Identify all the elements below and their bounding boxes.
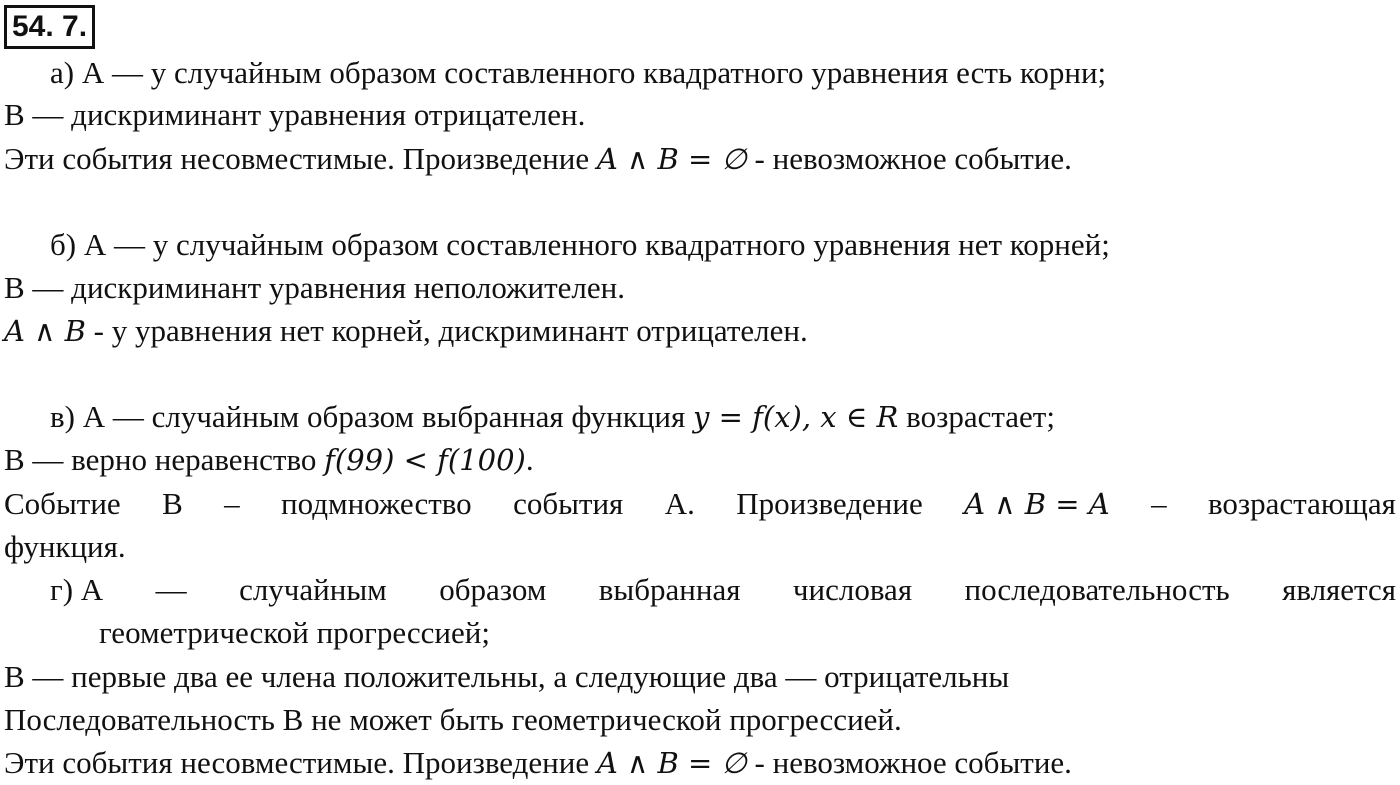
part-g-word: является [1282, 572, 1396, 607]
part-g-line4: Последовательность В не может быть геометрической прогрессией. [4, 702, 902, 737]
part-g-word: случайным [239, 572, 387, 607]
part-v-line1-text: в) А — случайным образом выбранная функция [50, 399, 694, 434]
part-v-inequality-formula: f(99) < f(100) [324, 443, 526, 477]
part-g-word: — [155, 572, 187, 607]
part-a-line1: а) А — у случайным образом составленного квадратного уравнения есть корни; [50, 55, 1107, 90]
part-g-line3: В — первые два ее члена положительны, а следующие два — отрицательны [4, 659, 1010, 694]
part-v-line2 [4, 440, 534, 480]
part-a-formula: A ∧ B = ∅ [596, 142, 747, 176]
part-v-word: – [1151, 486, 1167, 521]
part-g-line1 [50, 570, 1396, 610]
problem-number: 54. 7. [4, 5, 95, 49]
part-v-line4: функция. [4, 529, 126, 564]
part-b-line2: В — дискриминант уравнения неположителен. [4, 270, 625, 305]
part-b-line3 [4, 311, 808, 351]
part-v-word: Событие [4, 486, 121, 521]
part-g-line5-tail: - невозможное событие. [746, 745, 1072, 780]
part-v-word: Произведение [736, 486, 923, 521]
part-v-product-formula: A ∧ B = A [964, 487, 1110, 521]
part-b-line1: б) А — у случайным образом составленного квадратного уравнения нет корней; [50, 227, 1110, 262]
part-v-line2-text: В — верно неравенство [4, 442, 325, 477]
part-a-line3 [4, 139, 1072, 179]
part-g-word: г) А [50, 572, 104, 607]
part-b-formula: A ∧ B [4, 314, 86, 348]
part-g-formula: A ∧ B = ∅ [596, 746, 747, 780]
part-g-line2: геометрической прогрессией; [99, 615, 490, 650]
part-g-line5-text: Эти события несовместимые. Произведение [4, 745, 597, 780]
part-v-word: – [224, 486, 240, 521]
part-v-word: В [162, 486, 183, 521]
part-v-line1-tail: возрастает; [898, 399, 1055, 434]
part-b-line3-text: - у уравнения нет корней, дискриминант отрицателен. [85, 313, 808, 348]
part-g-word: образом [439, 572, 547, 607]
part-v-function-formula: y = f(x), x ∈ R [693, 400, 899, 434]
part-g-word: выбранная [598, 572, 741, 607]
part-v-word: возрастающая [1207, 486, 1396, 521]
part-v-word: события [513, 486, 624, 521]
part-a-line2: В — дискриминант уравнения отрицателен. [4, 97, 586, 132]
part-v-line2-tail: . [525, 442, 534, 477]
part-v-word: А. [664, 486, 695, 521]
part-v-line1 [50, 397, 1055, 437]
part-g-word: последовательность [964, 572, 1230, 607]
part-a-line3-tail: - невозможное событие. [746, 141, 1072, 176]
part-v-word: подмножество [281, 486, 472, 521]
part-a-line3-text: Эти события несовместимые. Произведение [4, 141, 597, 176]
part-v-line3 [4, 484, 1396, 524]
part-g-line5 [4, 743, 1072, 783]
part-g-word: числовая [792, 572, 913, 607]
